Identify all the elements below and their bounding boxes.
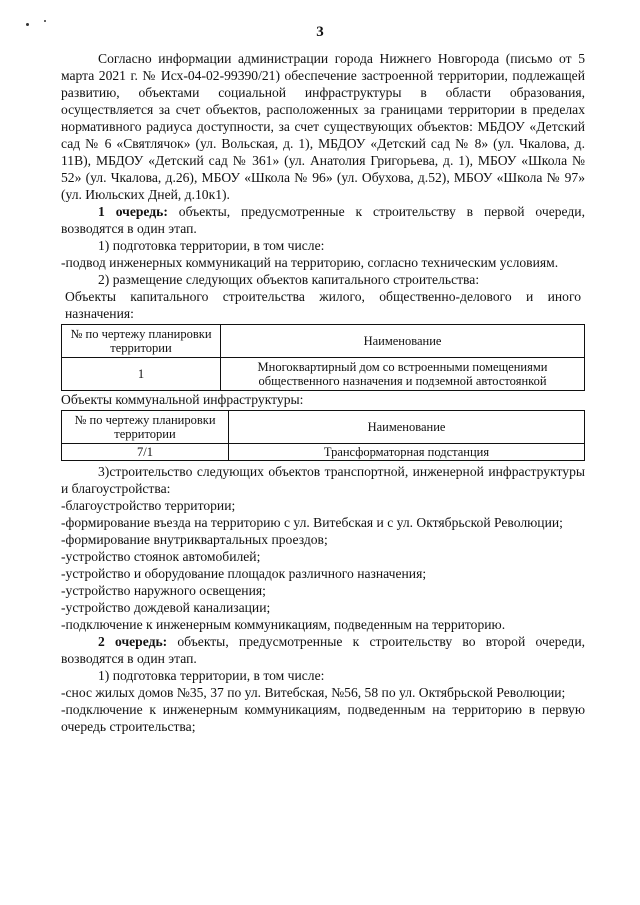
- list-item: -устройство стоянок автомобилей;: [61, 549, 261, 564]
- table-cell: 1: [62, 358, 221, 391]
- scan-speck: [44, 20, 46, 22]
- list-item: -подключение к инженерным коммуникациям, подведенным на территорию в первую очередь строительства;: [61, 702, 585, 734]
- table-row: [62, 444, 585, 461]
- table-header-row: [62, 411, 585, 444]
- list-item: -устройство дождевой канализации;: [61, 600, 271, 615]
- stage2-paragraph: [61, 633, 585, 667]
- list-item: -устройство наружного освещения;: [61, 583, 266, 598]
- table-header-cell: № по чертежу планировки территории: [62, 325, 221, 358]
- stage1-paragraph: [61, 203, 585, 237]
- list-item: -подключение к инженерным коммуникациям, подведенным на территорию.: [61, 617, 506, 632]
- table-header-cell: Наименование: [229, 411, 585, 444]
- list-item: -устройство и оборудование площадок различного назначения;: [61, 566, 427, 581]
- table-header-cell: № по чертежу планировки территории: [62, 411, 229, 444]
- stage1-item1-sub: -подвод инженерных коммуникаций на территорию, согласно техническим условиям.: [61, 255, 559, 270]
- stage1-label: 1 очередь:: [98, 204, 168, 219]
- table-header-cell: Наименование: [221, 325, 585, 358]
- stage1-text: объекты, предусмотренные к строительству в первой очереди, возводятся в один этап.: [61, 204, 585, 236]
- list-item: -благоустройство территории;: [61, 498, 236, 513]
- table-cell: Многоквартирный дом со встроенными помещениями общественного назначения и подземной автостоянкой: [221, 358, 585, 391]
- table1-caption: Объекты капитального строительства жилого, общественно-делового и иного назначения:: [65, 289, 581, 321]
- list-item: -снос жилых домов №35, 37 по ул. Витебская, №56, 58 по ул. Октябрьской Революции;: [61, 685, 566, 700]
- table-cell: Трансформаторная подстанция: [229, 444, 585, 461]
- stage2-item1: 1) подготовка территории, в том числе:: [98, 668, 325, 683]
- stage1-item1: 1) подготовка территории, в том числе:: [98, 238, 325, 253]
- intro-paragraph: Согласно информации администрации города Нижнего Новгорода (письмо от 5 марта 2021 г. № Исх-04-02-99390/21) обеспечение застроенной территории, подлежащей развитию, объектами социальной инфраструктуры в области образования, осуществляется за счет объектов, расположенных за границами территории в пределах нормативного радиуса доступности, за счет существующих объектов: МБДОУ «Детский сад № 6 «Святлячок» (ул. Вольская, д. 1), МБДОУ «Детский сад № 8» (ул. Чкалова, д. 11В), МБДОУ «Детский сад № 361» (ул. Анатолия Григорьева, д. 1), МБОУ «Школа № 52» (ул. Чкалова, д.26), МБОУ «Школа № 96» (ул. Обухова, д.52), МБОУ «Школа № 97» (ул. Июльских Дней, д.10к1).: [61, 51, 585, 202]
- table-header-row: [62, 325, 585, 358]
- stage2-label: 2 очередь:: [98, 634, 168, 649]
- stage1-item2: 2) размещение следующих объектов капитального строительства:: [98, 272, 480, 287]
- table-row: [62, 358, 585, 391]
- capital-construction-table: [61, 324, 585, 391]
- page-number: 3: [316, 24, 324, 40]
- table-cell: 7/1: [62, 444, 229, 461]
- stage1-item3-title: 3)строительство следующих объектов транспортной, инженерной инфраструктуры и благоустройства:: [61, 464, 585, 496]
- document-body: [61, 50, 585, 735]
- list-item: -формирование внутриквартальных проездов;: [61, 532, 328, 547]
- utility-infrastructure-table: [61, 410, 585, 461]
- list-item: -формирование въезда на территорию с ул. Витебская и с ул. Октябрьской Революции;: [61, 515, 563, 530]
- table2-caption: Объекты коммунальной инфраструктуры:: [61, 392, 304, 407]
- stage2-text: объекты, предусмотренные к строительству во второй очереди, возводятся в один этап.: [61, 634, 585, 666]
